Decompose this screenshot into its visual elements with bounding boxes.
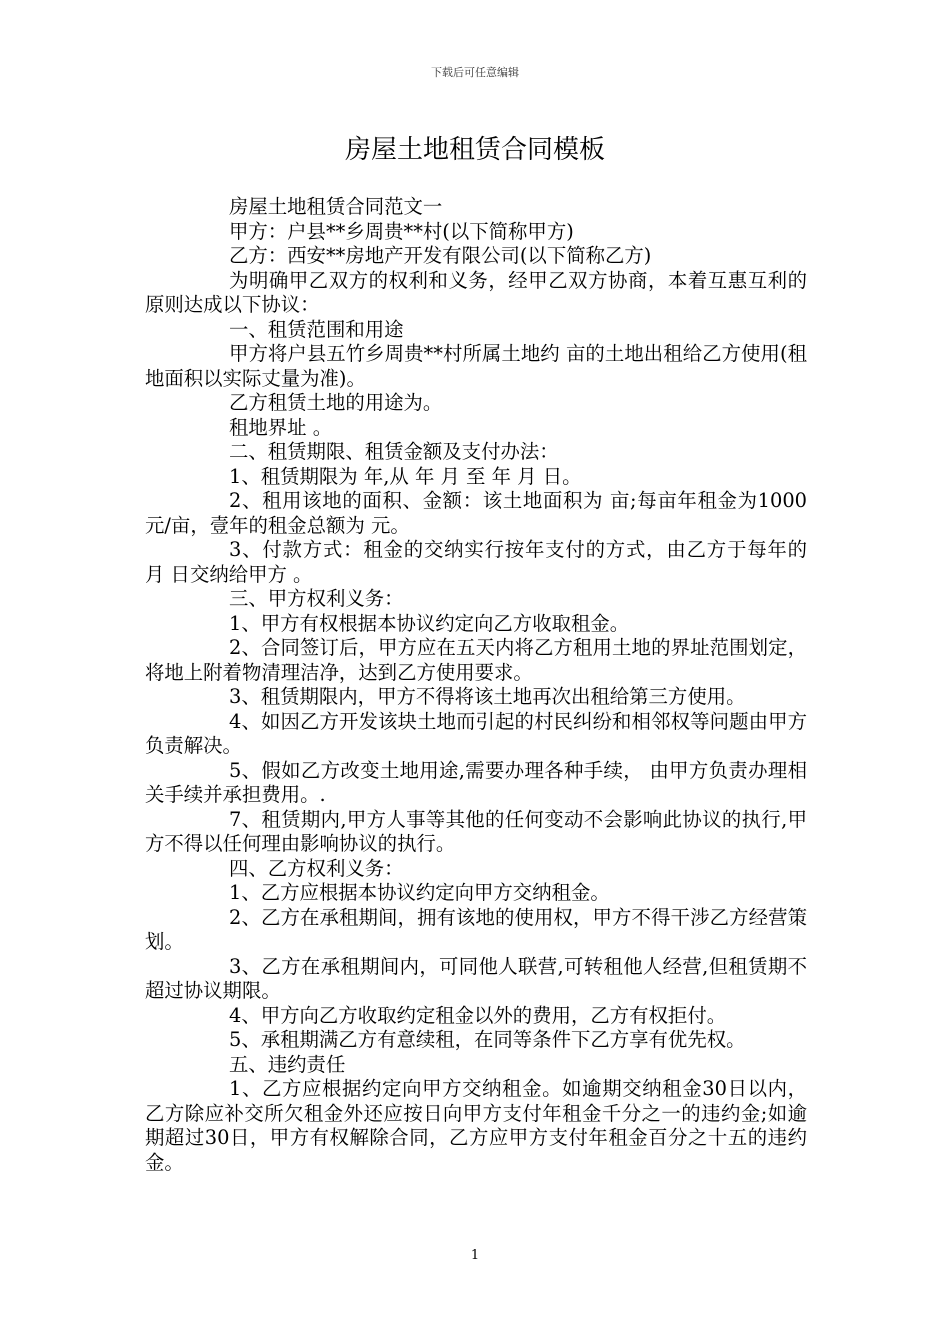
header-note: 下载后可任意编辑 — [431, 66, 519, 79]
paragraph: 4、甲方向乙方收取约定租金以外的费用，乙方有权拒付。 — [229, 1003, 727, 1027]
document-body — [145, 195, 807, 1175]
paragraph: 2、租用该地的面积、金额：该土地面积为 亩;每亩年租金为1000元/亩，壹年的租金总额为 元。 — [145, 489, 807, 537]
paragraph: 1、乙方应根据约定向甲方交纳租金。如逾期交纳租金30日以内，乙方除应补交所欠租金外还应按日向甲方支付年租金千分之一的违约金;如逾期超过30日，甲方有权解除合同，乙方应甲方支付年租金百分之十五的违约金。 — [145, 1077, 807, 1174]
paragraph: 5、假如乙方改变土地用途,需要办理各种手续， 由甲方负责办理相关手续并承担费用。. — [145, 758, 807, 806]
paragraph: 3、乙方在承租期间内，可同他人联营,可转租他人经营,但租赁期不超过协议期限。 — [145, 954, 807, 1002]
section-heading-2: 二、租赁期限、租赁金额及支付办法： — [229, 440, 559, 463]
paragraph: 5、承租期满乙方有意续租，在同等条件下乙方享有优先权。 — [229, 1028, 746, 1051]
paragraph-party-b: 乙方：西安**房地产开发有限公司(以下简称乙方) — [229, 244, 652, 267]
page-number: 1 — [470, 1248, 480, 1263]
section-heading-1: 一、租赁范围和用途 — [229, 317, 404, 341]
paragraph: 乙方租赁土地的用途为。 — [229, 391, 443, 414]
document-title: 房屋土地租赁合同模板 — [344, 135, 605, 165]
section-heading-3: 三、甲方权利义务： — [229, 587, 404, 610]
section-heading-4: 四、乙方权利义务： — [229, 856, 404, 880]
paragraph: 1、乙方应根据本协议约定向甲方交纳租金。 — [229, 881, 610, 904]
paragraph: 3、租赁期限内，甲方不得将该土地再次出租给第三方使用。 — [229, 685, 746, 708]
paragraph: 3、付款方式：租金的交纳实行按年支付的方式，由乙方于每年的 月 日交纳给甲方 。 — [145, 538, 807, 586]
paragraph: 1、甲方有权根据本协议约定向乙方收取租金。 — [229, 611, 630, 635]
paragraph: 7、租赁期内,甲方人事等其他的任何变动不会影响此协议的执行,甲方不得以任何理由影响协议的执行。 — [145, 807, 807, 855]
paragraph: 2、合同签订后，甲方应在五天内将乙方租用土地的界址范围划定，将地上附着物清理洁净，达到乙方使用要求。 — [145, 636, 807, 684]
paragraph: 4、如因乙方开发该块土地而引起的村民纠纷和相邻权等问题由甲方负责解决。 — [145, 709, 807, 757]
paragraph-party-a: 甲方：户县**乡周贵**村(以下简称甲方) — [229, 219, 574, 243]
paragraph-intro: 为明确甲乙双方的权利和义务，经甲乙双方协商，本着互惠互利的原则达成以下协议： — [145, 268, 807, 316]
section-heading-5: 五、违约责任 — [229, 1052, 346, 1076]
paragraph: 租地界址 。 — [229, 415, 333, 439]
paragraph-heading: 房屋土地租赁合同范文一 — [229, 195, 443, 218]
paragraph: 1、租赁期限为 年,从 年 月 至 年 月 日。 — [229, 464, 582, 488]
paragraph: 2、乙方在承租期间，拥有该地的使用权，甲方不得干涉乙方经营策划。 — [145, 905, 807, 953]
paragraph: 甲方将户县五竹乡周贵**村所属土地约 亩的土地出租给乙方使用(租地面积以实际丈量为准)。 — [145, 342, 807, 390]
